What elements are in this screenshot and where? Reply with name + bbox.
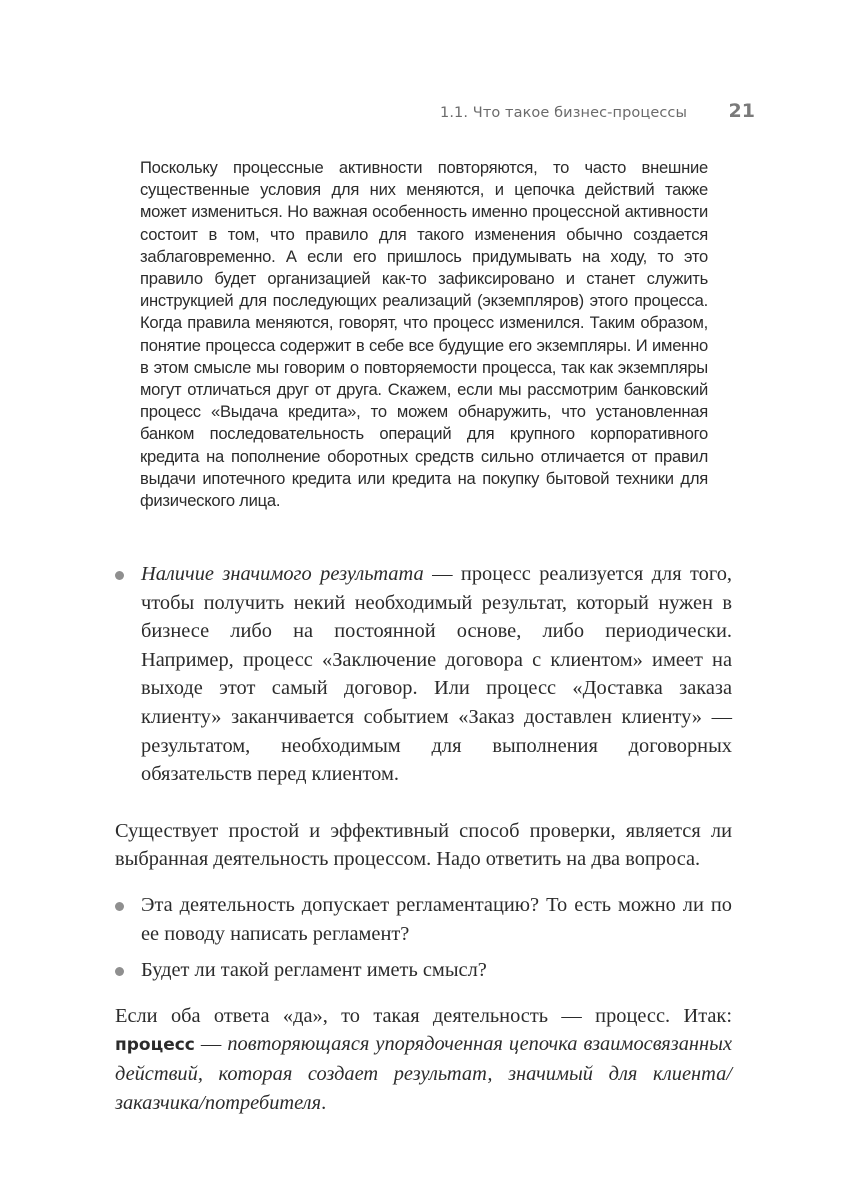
bullet-term: Наличие значимого результата <box>141 563 424 585</box>
definition-dash: — <box>194 1033 228 1056</box>
question-item <box>115 956 732 985</box>
question-text: Эта деятельность допускает регламентацию? То есть можно ли по ее поводу написать регламент? <box>141 893 732 945</box>
bullet-result <box>115 560 732 789</box>
definition-lead: Если оба ответа «да», то такая деятельность — процесс. Итак: <box>115 1004 732 1027</box>
bullet-text: — процесс реализуется для того, чтобы получить некий необходимый результат, который нужен в бизнесе либо на постоянной основе, либо периодически. Например, процесс «Заключение договора с клиентом» имеет на выходе этот самый договор. Или процесс «Доставка заказа клиенту» заканчивается событием «Заказ доставлен клиенту» — результатом, необходимым для выполнения договорных обязательств перед клиентом. <box>141 563 732 786</box>
definition-term: процесс <box>115 1035 195 1056</box>
check-paragraph: Существует простой и эффективный способ проверки, является ли выбранная деятельность процессом. Надо ответить на два вопроса. <box>115 819 732 871</box>
main-text <box>115 560 732 1117</box>
bullet-icon <box>115 571 124 580</box>
definition-end: . <box>321 1091 327 1114</box>
page-number: 21 <box>728 100 755 122</box>
question-text: Будет ли такой регламент иметь смысл? <box>141 959 487 982</box>
definition-paragraph <box>115 1002 732 1117</box>
nested-paragraph: Поскольку процессные активности повторяются, то часто внешние существенные условия для них меняются, и цепочка действий также может измениться. Но важная особенность именно процессной активности состоит в том, что правило для такого изменения обычно создается заблаговременно. А если его пришлось придумывать на ходу, то это правило будет организацией как-то зафиксировано и станет служить инструкцией для последующих реализаций (экземпляров) этого процесса. Когда правила меняются, говорят, что процесс изменился. Таким образом, понятие процесса содержит в себе все будущие его экземпляры. И именно в этом смысле мы говорим о повторяемости процесса, так как экземпляры могут отличаться друг от друга. Скажем, если мы рассмотрим банковский процесс «Выдача кредита», то можем обнаружить, что установленная банком последовательность операций для крупного корпоративного кредита на пополнение оборотных средств сильно отличается от правил выдачи ипотечного кредита или кредита на покупку бытовой техники для физического лица. <box>140 158 708 511</box>
definition-body: повторяющаяся упорядоченная цепочка взаимосвязанных действий, которая создает результат, значимый для клиента/заказчика/потребителя <box>115 1033 732 1114</box>
nested-paragraph-block <box>140 157 708 512</box>
bullet-icon <box>115 902 124 911</box>
bullet-icon <box>115 967 124 976</box>
running-header <box>440 100 755 122</box>
running-title: 1.1. Что такое бизнес-процессы <box>440 105 688 121</box>
question-item <box>115 891 732 948</box>
